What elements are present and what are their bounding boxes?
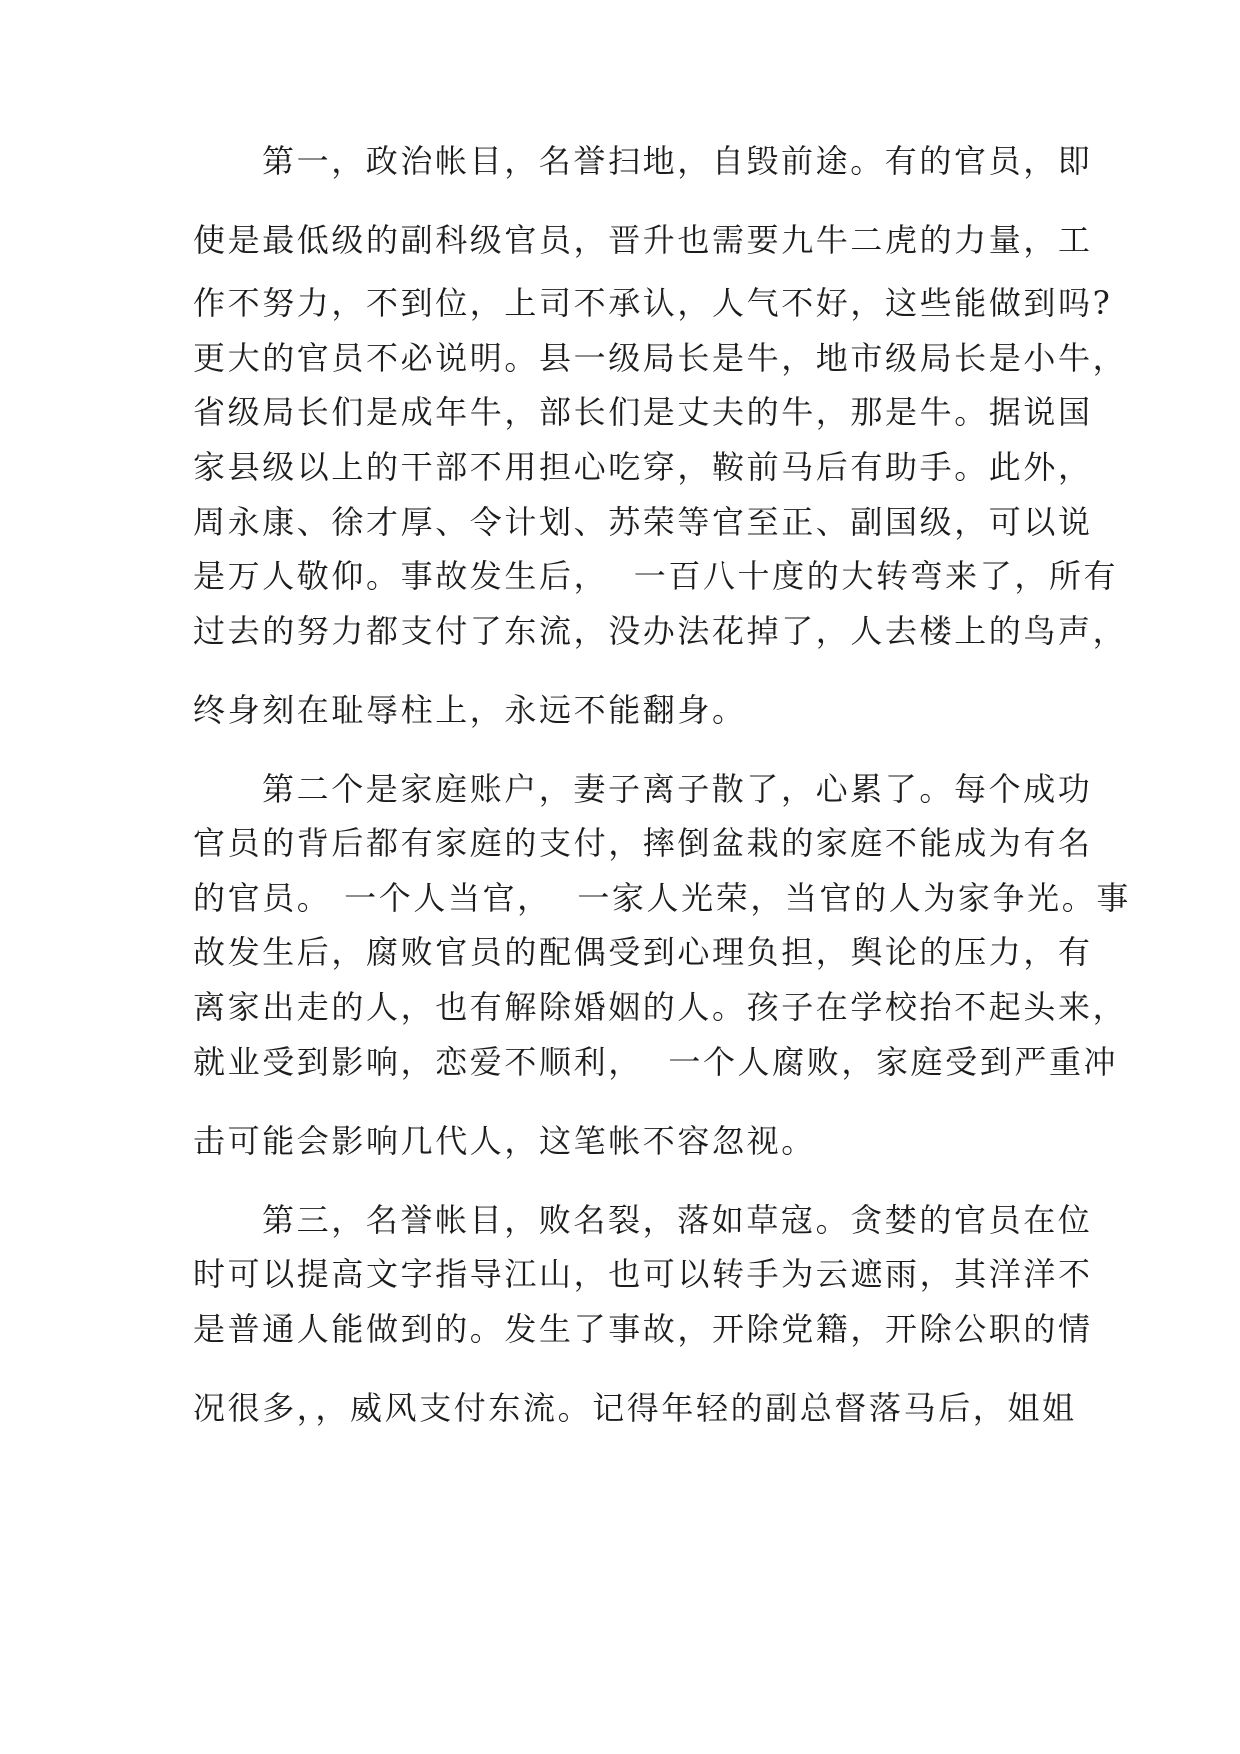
paragraph-3-line-3: 是普通人能做到的。发生了事故，开除党籍，开除公职的情 (193, 1310, 1093, 1348)
paragraph-2-line-7: 击可能会影响几代人，这笔帐不容忽视。 (193, 1122, 816, 1160)
paragraph-1-line-8: 是万人敬仰。事故发生后， 一百八十度的大转弯来了，所有 (193, 557, 1119, 595)
paragraph-2-line-3: 的官员。 一个人当官， 一家人光荣，当官的人为家争光。事 (193, 879, 1131, 917)
paragraph-2-line-1: 第二个是家庭账户，妻子离子散了，心累了。每个成功 (262, 770, 1093, 808)
paragraph-3-line-2: 时可以提高文字指导江山，也可以转手为云遮雨，其洋洋不 (193, 1255, 1093, 1293)
paragraph-2-line-6: 就业受到影响，恋爱不顺利， 一个人腐败，家庭受到严重冲 (193, 1043, 1119, 1081)
paragraph-1-line-7: 周永康、徐才厚、令计划、苏荣等官至正、副国级，可以说 (193, 503, 1093, 541)
paragraph-3-line-4: 况很多，，威风支付东流。记得年轻的副总督落马后，姐姐 (193, 1389, 1077, 1427)
paragraph-1-line-9: 过去的努力都支付了东流，没办法花掉了，人去楼上的鸟声， (193, 612, 1128, 650)
paragraph-1-line-1: 第一，政治帐目，名誉扫地，自毁前途。有的官员，即 (262, 142, 1093, 180)
paragraph-1-line-2: 使是最低级的副科级官员，晋升也需要九牛二虎的力量，工 (193, 221, 1093, 259)
paragraph-2-line-5: 离家出走的人，也有解除婚姻的人。孩子在学校抬不起头来， (193, 988, 1128, 1026)
paragraph-1-line-6: 家县级以上的干部不用担心吃穿，鞍前马后有助手。此外， (193, 448, 1093, 486)
paragraph-2-line-4: 故发生后，腐败官员的配偶受到心理负担，舆论的压力，有 (193, 933, 1093, 971)
paragraph-1-line-3: 作不努力，不到位，上司不承认，人气不好，这些能做到吗? (193, 284, 1113, 322)
paragraph-2-line-2: 官员的背后都有家庭的支付，摔倒盆栽的家庭不能成为有名 (193, 824, 1093, 862)
paragraph-1-line-10: 终身刻在耻辱柱上，永远不能翻身。 (193, 691, 747, 729)
paragraph-3-line-1: 第三，名誉帐目，败名裂，落如草寇。贪婪的官员在位 (262, 1201, 1093, 1239)
paragraph-1-line-4: 更大的官员不必说明。县一级局长是牛，地市级局长是小牛， (193, 339, 1128, 377)
paragraph-1-line-5: 省级局长们是成年牛，部长们是丈夫的牛，那是牛。据说国 (193, 393, 1093, 431)
